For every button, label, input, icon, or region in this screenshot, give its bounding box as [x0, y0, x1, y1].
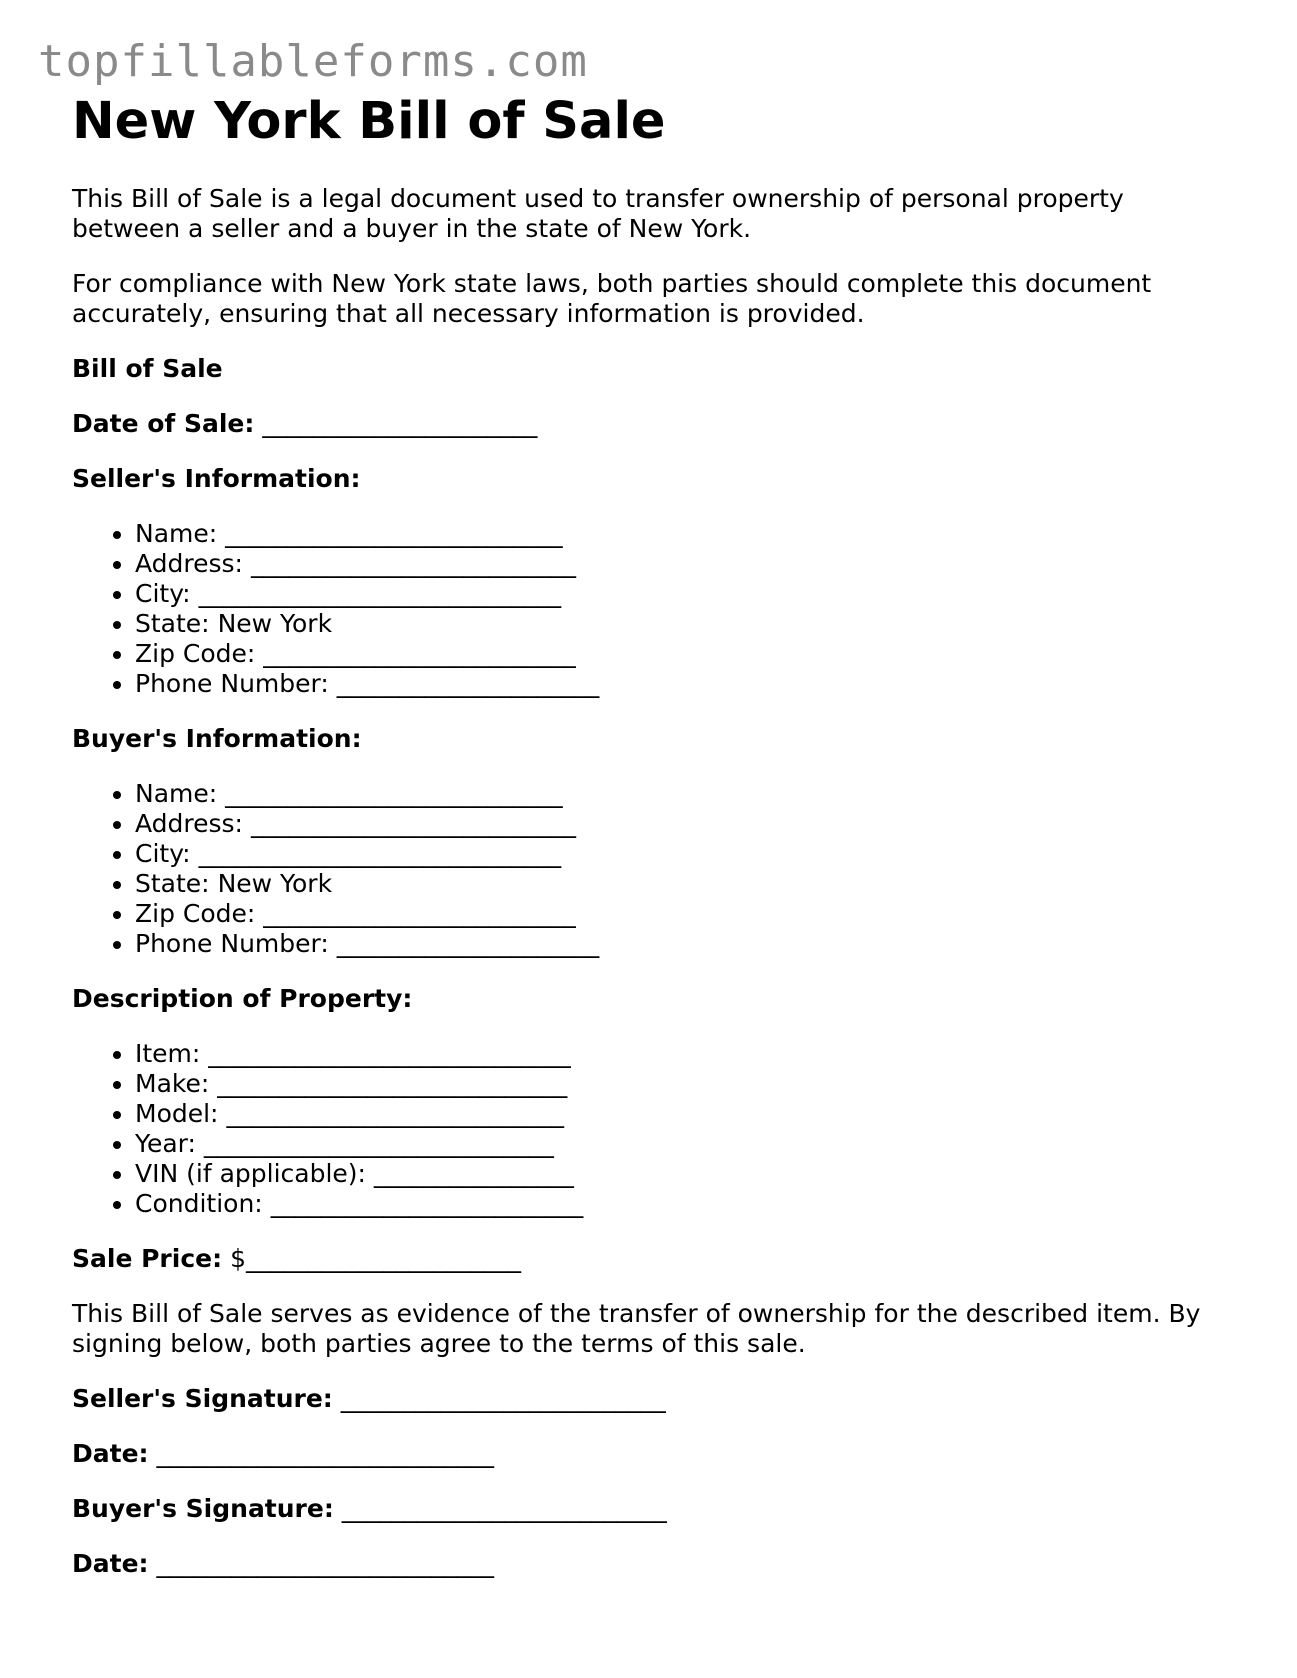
buyer-date-blank[interactable]: ___________________________: [156, 1549, 494, 1578]
seller-fields-list: [72, 519, 1232, 699]
property-item-field: [135, 1039, 1232, 1069]
seller-date-line: [72, 1439, 1232, 1469]
property-heading-text: Description of Property:: [72, 984, 413, 1013]
field-label: City:: [135, 579, 191, 608]
field-label: State:: [135, 869, 210, 898]
field-label: Name:: [135, 519, 218, 548]
document-page: [72, 92, 1232, 1579]
field-label: State:: [135, 609, 210, 638]
field-blank[interactable]: _________________________: [263, 899, 576, 928]
section-heading-text: Bill of Sale: [72, 354, 223, 383]
field-label: City:: [135, 839, 191, 868]
buyer-date-line: [72, 1549, 1232, 1579]
page-title: New York Bill of Sale: [72, 92, 666, 151]
field-label: Zip Code:: [135, 639, 256, 668]
field-label: Phone Number:: [135, 929, 329, 958]
seller-address-field: [135, 549, 1232, 579]
buyer-address-field: [135, 809, 1232, 839]
seller-zip-field: [135, 639, 1232, 669]
buyer-signature-label: Buyer's Signature:: [72, 1494, 334, 1523]
field-blank[interactable]: _____________________________: [208, 1039, 571, 1068]
property-year-field: [135, 1129, 1232, 1159]
seller-date-label: Date:: [72, 1439, 149, 1468]
buyer-phone-field: [135, 929, 1232, 959]
seller-city-field: [135, 579, 1232, 609]
field-label: Make:: [135, 1069, 210, 1098]
field-blank[interactable]: __________________________: [250, 809, 576, 838]
field-blank[interactable]: _____________________: [336, 929, 600, 958]
sale-price-label: Sale Price:: [72, 1244, 223, 1273]
field-blank[interactable]: _____________________________: [198, 579, 562, 608]
buyer-signature-blank[interactable]: __________________________: [341, 1494, 667, 1523]
property-heading: [72, 984, 1232, 1014]
sale-price-line: [72, 1244, 1232, 1274]
field-blank[interactable]: _________________________: [263, 639, 576, 668]
buyer-signature-line: [72, 1494, 1232, 1524]
seller-name-field: [135, 519, 1232, 549]
watermark: topfillableforms.com: [38, 36, 588, 87]
intro-paragraph-2: For compliance with New York state laws, both parties should complete this document accurately, ensuring that all necessary information is provided.: [72, 269, 1152, 328]
field-label: Address:: [135, 549, 243, 578]
field-value: New York: [217, 869, 333, 898]
field-label: Address:: [135, 809, 243, 838]
seller-signature-blank[interactable]: __________________________: [340, 1384, 666, 1413]
date-of-sale-blank[interactable]: ______________________: [262, 409, 538, 438]
seller-heading-text: Seller's Information:: [72, 464, 361, 493]
property-vin-field: [135, 1159, 1232, 1189]
buyer-zip-field: [135, 899, 1232, 929]
seller-signature-line: [72, 1384, 1232, 1414]
field-blank[interactable]: ____________________________: [203, 1129, 554, 1158]
field-blank[interactable]: ___________________________: [225, 779, 563, 808]
field-label: VIN (if applicable):: [135, 1159, 366, 1188]
seller-heading: [72, 464, 1232, 494]
field-blank[interactable]: ____________________________: [217, 1069, 568, 1098]
seller-phone-field: [135, 669, 1232, 699]
field-label: Name:: [135, 779, 218, 808]
field-label: Item:: [135, 1039, 201, 1068]
buyer-date-label: Date:: [72, 1549, 149, 1578]
buyer-heading-text: Buyer's Information:: [72, 724, 362, 753]
date-of-sale-label: Date of Sale:: [72, 409, 255, 438]
buyer-name-field: [135, 779, 1232, 809]
property-fields-list: [72, 1039, 1232, 1219]
field-label: Zip Code:: [135, 899, 256, 928]
buyer-fields-list: [72, 779, 1232, 959]
buyer-city-field: [135, 839, 1232, 869]
field-blank[interactable]: __________________________: [250, 549, 576, 578]
field-label: Phone Number:: [135, 669, 329, 698]
field-blank[interactable]: _____________________: [336, 669, 600, 698]
date-of-sale-line: [72, 409, 1232, 439]
seller-date-blank[interactable]: ___________________________: [156, 1439, 494, 1468]
field-blank[interactable]: _________________________: [270, 1189, 584, 1218]
field-value: New York: [217, 609, 333, 638]
field-label: Year:: [135, 1129, 196, 1158]
field-blank[interactable]: _____________________________: [198, 839, 562, 868]
field-blank[interactable]: ___________________________: [225, 519, 563, 548]
property-model-field: [135, 1099, 1232, 1129]
sale-price-blank[interactable]: $______________________: [230, 1244, 521, 1273]
section-heading: [72, 354, 1232, 384]
buyer-state-field: [135, 869, 1232, 899]
closing-paragraph: This Bill of Sale serves as evidence of the transfer of ownership for the described item. By signing below, both parties agree to the terms of this sale.: [72, 1299, 1201, 1358]
intro-paragraph-1: This Bill of Sale is a legal document used to transfer ownership of personal property between a seller and a buyer in the state of New York.: [72, 184, 1124, 243]
seller-signature-label: Seller's Signature:: [72, 1384, 333, 1413]
field-blank[interactable]: ___________________________: [226, 1099, 564, 1128]
field-label: Condition:: [135, 1189, 263, 1218]
buyer-heading: [72, 724, 1232, 754]
property-condition-field: [135, 1189, 1232, 1219]
seller-state-field: [135, 609, 1232, 639]
field-label: Model:: [135, 1099, 219, 1128]
property-make-field: [135, 1069, 1232, 1099]
field-blank[interactable]: ________________: [373, 1159, 574, 1188]
